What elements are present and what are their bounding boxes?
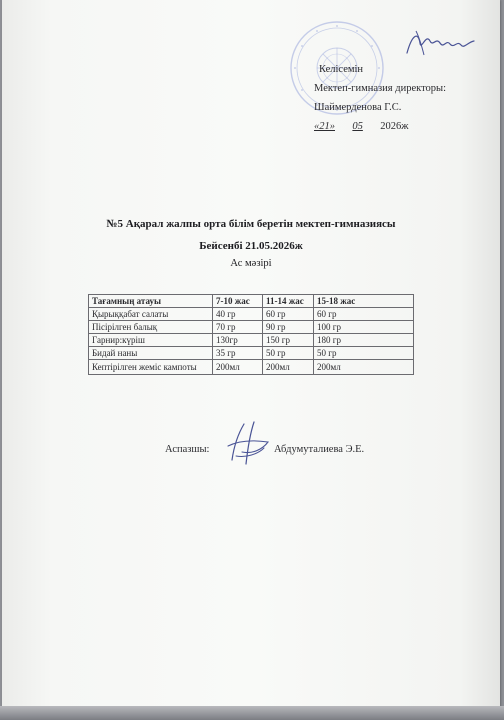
table-cell: 70 гр: [213, 321, 263, 334]
menu-date: Бейсенбі 21.05.2026ж: [199, 240, 303, 252]
menu-table: [88, 294, 414, 375]
table-cell: 180 гр: [314, 334, 414, 347]
school-title: №5 Ақарал жалпы орта білім беретін мектеп-гимназиясы: [106, 218, 396, 230]
table-cell: 35 гр: [213, 347, 263, 360]
table-cell: Бидай наны: [89, 347, 213, 360]
table-header-row: [89, 295, 414, 308]
table-cell: Қырыққабат салаты: [89, 308, 213, 321]
background-surface: [0, 706, 504, 720]
approval-block: [314, 60, 494, 136]
approval-title: Келісемін: [319, 64, 364, 75]
table-cell: 60 гр: [314, 308, 414, 321]
table-cell: Гарнир:күріш: [89, 334, 213, 347]
column-header: 7-10 жас: [213, 295, 263, 308]
table-cell: 130гр: [213, 334, 263, 347]
table-cell: 200мл: [263, 360, 314, 375]
table-cell: 200мл: [213, 360, 263, 375]
table-cell: 200мл: [314, 360, 414, 375]
director-name: Шаймерденова Г.С.: [314, 102, 402, 113]
table-row: [89, 308, 414, 321]
table-cell: 90 гр: [263, 321, 314, 334]
column-header: Тағамның атауы: [89, 295, 213, 308]
column-header: 11-14 жас: [263, 295, 314, 308]
table-cell: Кептірілген жеміс кампоты: [89, 360, 213, 375]
table-cell: 150 гр: [263, 334, 314, 347]
table-cell: 40 гр: [213, 308, 263, 321]
table-cell: 60 гр: [263, 308, 314, 321]
column-header: 15-18 жас: [314, 295, 414, 308]
table-cell: Пісірілген балық: [89, 321, 213, 334]
approval-date: [314, 117, 494, 136]
cook-signature: [224, 420, 274, 468]
table-cell: 50 гр: [263, 347, 314, 360]
table-row: [89, 321, 414, 334]
director-signature: [402, 25, 477, 60]
table-row: [89, 347, 414, 360]
director-position: Мектеп-гимназия директоры:: [314, 83, 447, 94]
approval-date-month: 05: [352, 121, 363, 132]
table-cell: 50 гр: [314, 347, 414, 360]
table-row: [89, 360, 414, 375]
cook-label: Аспазшы:: [165, 444, 210, 455]
document-page: [2, 0, 500, 717]
approval-date-year: 2026ж: [380, 121, 409, 132]
cook-name: Абдумуталиева Э.Е.: [274, 444, 365, 455]
table-cell: 100 гр: [314, 321, 414, 334]
table-row: [89, 334, 414, 347]
menu-subtitle: Ас мәзірі: [230, 258, 272, 269]
approval-date-day: «21»: [314, 121, 335, 132]
